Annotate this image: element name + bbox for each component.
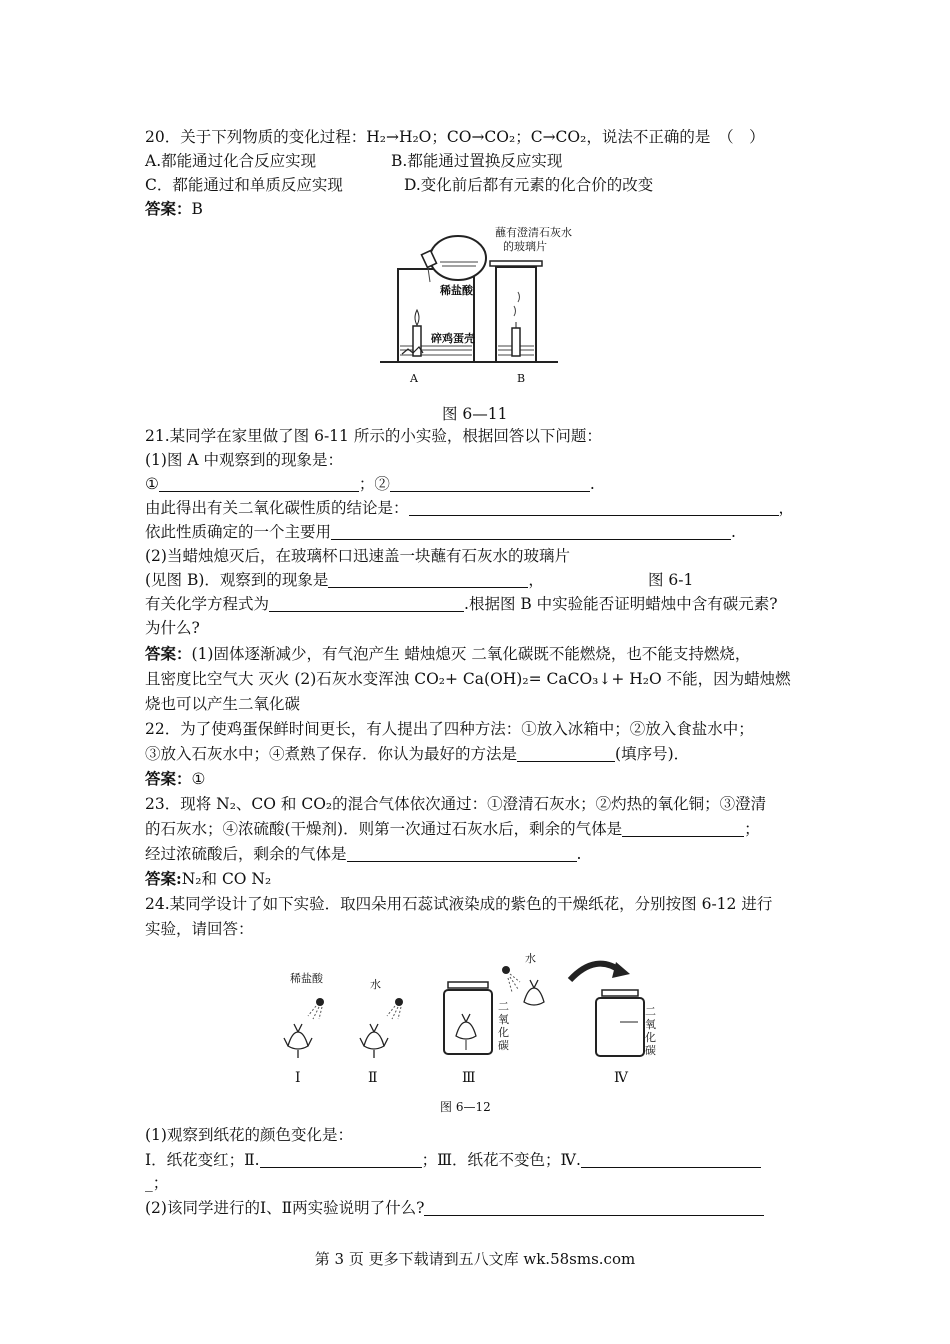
fig611-label-jar2: 的玻璃片 [503,240,547,253]
answer-label: 答案： [145,644,192,663]
q21-answer-3: 烧也可以产生二氧化碳 [145,695,301,713]
q21-equation [145,593,778,615]
q23-stem-1: 23．现将 N₂、CO 和 CO₂的混合气体依次通过：①澄清石灰水；②灼热的氧化铜；③澄清 [145,795,767,813]
fig612-label-water-2: 水 [525,952,536,965]
use-text: 依此性质确定的一个主要用 [145,523,332,541]
dot: . [589,475,595,493]
fig611-label-jar: 蘸有澄清石灰水 [495,226,572,239]
eq-text: 有关化学方程式为 [145,595,270,613]
fig611-caption: 图 6—11 [442,405,508,423]
q21-answer-2: 且密度比空气大 灭火 (2)石灰水变浑浊 CO₂+ Ca(OH)₂= CaCO₃↓+ H₂O 不能，因为蜡烛燃 [145,670,791,688]
q20-stem: 20．关于下列物质的变化过程：H₂→H₂O；CO→CO₂；C→CO₂，说法不正确的是 （ ） [145,128,765,146]
stem2-text: ③放入石灰水中；④煮熟了保存．你认为最好的方法是 [145,745,518,763]
q22-stem-2 [145,743,689,765]
q21-part1-blanks [145,473,595,495]
fig611-label-b: B [517,372,526,385]
q23-stem-2 [145,818,760,840]
q23-blank-2[interactable] [347,845,577,862]
circle-1: ① [145,475,159,493]
fig612-n2: Ⅱ [368,1070,378,1086]
fig612-label-water-1: 水 [370,978,381,991]
q21-stem: 21.某同学在家里做了图 6-11 所示的小实验，根据回答以下问题： [145,427,602,445]
part2-text: (2)该同学进行的Ⅰ、Ⅱ两实验说明了什么? [145,1199,425,1217]
comma: ， [528,571,544,589]
stem3-end: . [576,845,582,863]
result-i: Ⅰ．纸花变红；Ⅱ. [145,1151,260,1169]
q21-conclusion [145,497,794,519]
q24-results [145,1149,761,1171]
fig612-caption: 图 6—12 [440,1100,491,1114]
q21-blank-5[interactable] [328,571,528,588]
q24-part2 [145,1197,764,1219]
fig611-label-acid: 稀盐酸 [440,284,473,297]
q21-blank-2[interactable] [390,475,590,492]
q21-why: 为什么? [145,619,200,637]
answer-text: N₂和 CO N₂ [181,870,272,888]
q23-blank-1[interactable] [622,820,744,837]
q21-blank-6[interactable] [269,595,464,612]
q21-part2: (2)当蜡烛熄灭后，在玻璃杯口迅速盖一块蘸有石灰水的玻璃片 [145,547,570,565]
q24-blank-2[interactable] [581,1151,761,1168]
stem2-end: (填序号)． [615,745,690,763]
stem3-text: 经过浓硫酸后，剩余的气体是 [145,845,347,863]
answer-label: 答案： [145,769,192,788]
q24-blank-1[interactable] [260,1151,422,1168]
q21-blank-4[interactable] [331,523,731,540]
q23-stem-3 [145,843,581,865]
stem2-end: ； [744,820,760,838]
q21-blank-1[interactable] [159,475,359,492]
q21-use [145,521,736,543]
eq-end: .根据图 B 中实验能否证明蜡烛中含有碳元素? [464,595,778,613]
comma: ， [778,499,795,517]
q20-option-c: C．都能通过和单质反应实现 [145,176,343,194]
circle-2: ；② [358,475,390,493]
fig612-n1: Ⅰ [295,1070,301,1086]
q24-blank-3[interactable] [424,1199,764,1216]
q23-answer [145,868,271,890]
conclusion-text: 由此得出有关二氧化碳性质的结论是： [145,499,409,517]
q22-answer [145,768,205,790]
q24-stem-2: 实验，请回答： [145,920,254,938]
fig611-label-shell: 碎鸡蛋壳 [431,332,475,345]
q24-part1: (1)观察到纸花的颜色变化是： [145,1126,353,1144]
q22-blank[interactable] [517,745,615,762]
q24-stem-1: 24.某同学设计了如下实验．取四朵用石蕊试液染成的紫色的干燥纸花，分别按图 6-12 进行 [145,895,773,913]
fig612-label-co2-a: 二氧化碳 [498,1000,509,1052]
q21-answer-1 [145,643,750,665]
answer-text: ① [191,770,206,788]
answer-text: B [191,200,203,218]
q24-results-end: _； [145,1174,169,1192]
stem2-text: 的石灰水；④浓硫酸(干燥剂)．则第一次通过石灰水后，剩余的气体是 [145,820,623,838]
answer-label: 答案： [145,199,192,218]
part2b-text: (见图 B)．观察到的现象是 [145,571,329,589]
page-footer: 第 3 页 更多下载请到五八文库 wk.58sms.com [314,1250,636,1268]
fig612-n4: Ⅳ [614,1070,628,1086]
result-iii: ；Ⅲ．纸花不变色；Ⅳ. [421,1151,581,1169]
q21-fig-ref: 图 6-1 [648,571,694,589]
q20-option-b: B.都能通过置换反应实现 [391,152,563,170]
dot: . [731,523,736,541]
fig612-label-co2-b: 二氧化碳 [645,1005,656,1057]
figure-6-12 [270,950,680,1110]
fig611-label-a: A [410,372,418,385]
q21-part1: (1)图 A 中观察到的现象是： [145,451,344,469]
answer-label: 答案: [145,869,182,888]
q22-stem-1: 22．为了使鸡蛋保鲜时间更长，有人提出了四种方法：①放入冰箱中；②放入食盐水中； [145,720,754,738]
q21-part2b [145,569,544,591]
q20-option-a: A.都能通过化合反应实现 [145,152,317,170]
q20-option-d: D.变化前后都有元素的化合价的改变 [404,176,654,194]
fig612-n3: Ⅲ [462,1070,476,1086]
fig612-label-acid: 稀盐酸 [290,972,323,985]
q21-blank-3[interactable] [409,499,779,516]
q20-answer [145,198,203,220]
answer-text: (1)固体逐渐减少，有气泡产生 蜡烛熄灭 二氧化碳既不能燃烧，也不能支持燃烧， [191,645,751,663]
